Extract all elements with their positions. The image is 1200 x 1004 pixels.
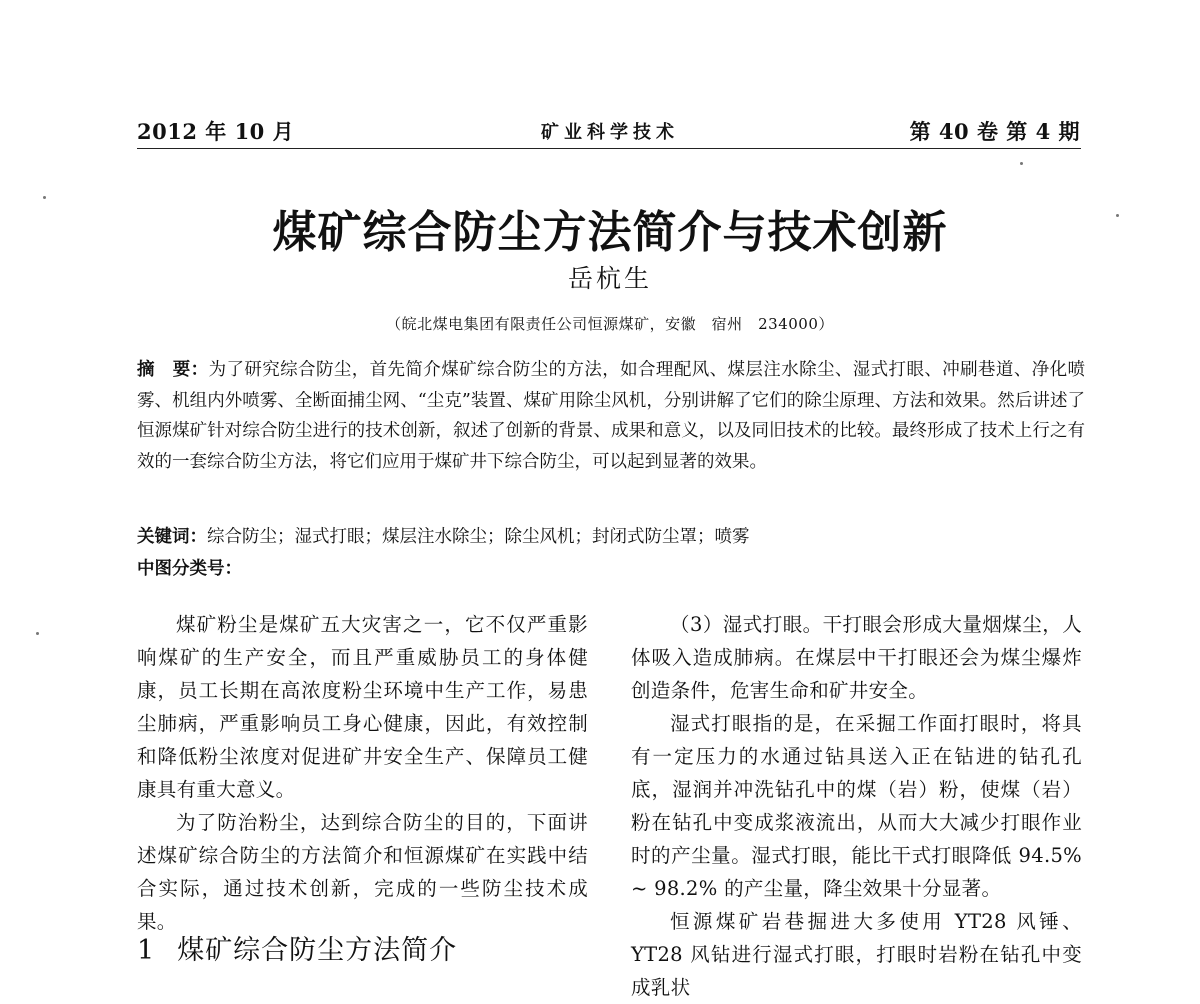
issue-date: 2012 年 10 月: [137, 119, 295, 144]
author-name: 岳杭生: [567, 264, 652, 293]
keywords-text: 综合防尘；湿式打眼；煤层注水除尘；除尘风机；封闭式防尘罩；喷雾: [207, 527, 750, 547]
journal-name: 矿业科学技术: [541, 122, 679, 143]
volume-issue: 第 40 卷 第 4 期: [909, 119, 1080, 144]
abstract-text: 为了研究综合防尘，首先简介煤矿综合防尘的方法，如合理配风、煤层注水除尘、湿式打眼、冲刷巷道、净化喷雾、机组内外喷雾、全断面捕尘网、“尘克”装置、煤矿用除尘风机，分别讲解了它们的除尘原理、方法和效果。然后讲述了恒源煤矿针对综合防尘进行的技术创新，叙述了创新的背景、成果和意义，以及同旧技术的比较。最终形成了技术上行之有效的一套综合防尘方法，将它们应用于煤矿井下综合防尘，可以起到显著的效果。: [137, 360, 1085, 472]
body-paragraph: 为了防治粉尘，达到综合防尘的目的，下面讲述煤矿综合防尘的方法简介和恒源煤矿在实践中结合实际，通过技术创新，完成的一些防尘技术成果。: [137, 811, 588, 933]
body-paragraph: 湿式打眼指的是，在采掘工作面打眼时，将具有一定压力的水通过钻具送入正在钻进的钻孔孔底，湿润并冲洗钻孔中的煤（岩）粉，使煤（岩）粉在钻孔中变成浆液流出，从而大大减少打眼作业时的产尘量。湿式打眼，能比干式打眼降低 94.5% ~ 98.2% 的产尘量，降尘效果十分显著。: [631, 712, 1082, 900]
abstract: [137, 355, 1085, 477]
body-paragraph: 煤矿粉尘是煤矿五大灾害之一，它不仅严重影响煤矿的生产安全，而且严重威胁员工的身体健康，员工长期在高浓度粉尘环境中生产工作，易患尘肺病，严重影响员工身心健康，因此，有效控制和降低粉尘浓度对促进矿井安全生产、保障员工健康具有重大意义。: [137, 613, 588, 801]
classification-label: 中图分类号：: [137, 559, 242, 579]
scan-speck: [36, 632, 39, 635]
body-paragraph: （3）湿式打眼。干打眼会形成大量烟煤尘，人体吸入造成肺病。在煤层中干打眼还会为煤尘爆炸创造条件，危害生命和矿井安全。: [631, 613, 1082, 702]
header-divider: [137, 148, 1081, 149]
body-paragraph: 恒源煤矿岩巷掘进大多使用 YT28 风锤、YT28 风钻进行湿式打眼，打眼时岩粉在钻孔中变成乳状: [631, 910, 1082, 999]
abstract-label: 摘 要：: [137, 360, 209, 380]
scan-speck: [1116, 214, 1119, 217]
keywords: [137, 522, 1085, 552]
section-number: 1: [137, 935, 156, 966]
body-left-column: [137, 608, 588, 938]
classification: [137, 554, 242, 584]
keywords-label: 关键词：: [137, 527, 207, 547]
scan-speck: [43, 196, 46, 199]
section-title: 煤矿综合防尘方法简介: [177, 935, 458, 966]
paper-title: 煤矿综合防尘方法简介与技术创新: [272, 207, 948, 258]
author-affiliation: （皖北煤电集团有限责任公司恒源煤矿，安徽 宿州 234000）: [386, 315, 834, 333]
section-heading: [137, 928, 457, 967]
body-right-column: [631, 608, 1082, 1004]
scan-speck: [1020, 162, 1023, 165]
